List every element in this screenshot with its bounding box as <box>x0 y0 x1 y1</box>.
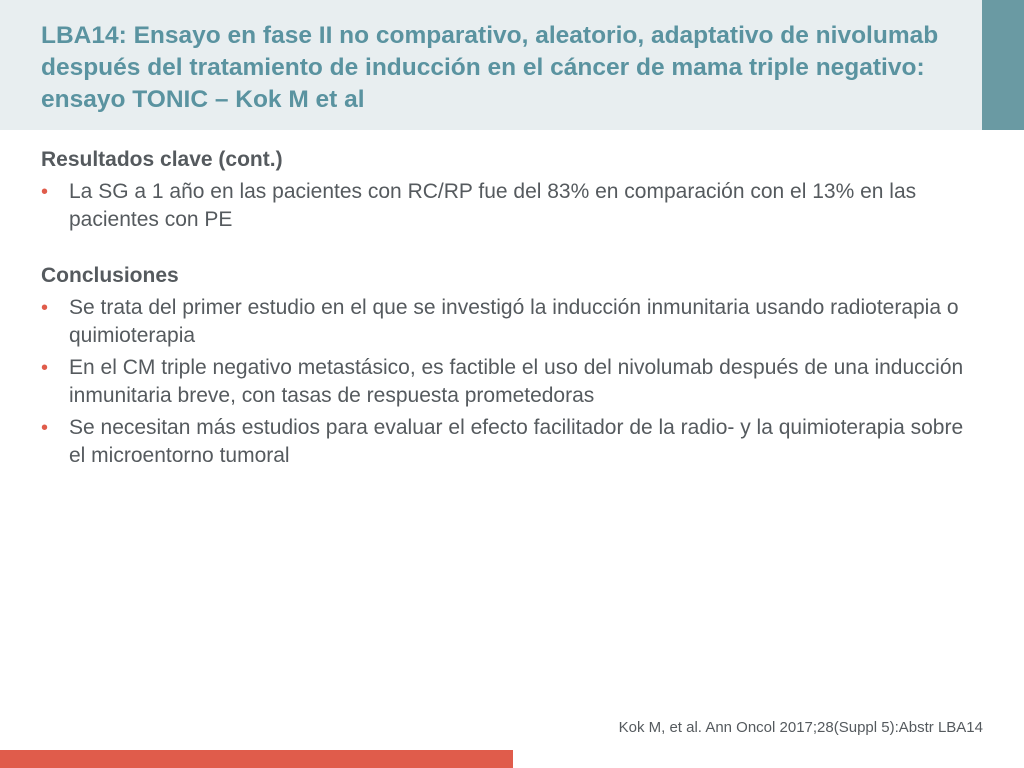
title-accent-bar <box>982 0 1024 130</box>
bullet-item <box>41 414 976 470</box>
citation: Kok M, et al. Ann Oncol 2017;28(Suppl 5):Abstr LBA14 <box>618 719 983 736</box>
bullet-list <box>41 178 976 234</box>
bullet-item <box>41 354 976 410</box>
section-conclusions <box>41 262 976 470</box>
bottom-accent-bar <box>0 750 513 768</box>
bullet-item <box>41 294 976 350</box>
bullet-text: En el CM triple negativo metastásico, es factible el uso del nivolumab después de una inducción inmunitaria breve, con tasas de respuesta prometedoras <box>69 356 964 407</box>
bullet-list <box>41 294 976 470</box>
bullet-marker: • <box>41 417 49 439</box>
bullet-marker: • <box>41 297 49 319</box>
bullet-item <box>41 178 976 234</box>
bullet-text: Se trata del primer estudio en el que se investigó la inducción inmunitaria usando radioterapia o quimioterapia <box>69 296 959 347</box>
section-heading: Conclusiones <box>41 264 179 287</box>
bullet-text: Se necesitan más estudios para evaluar el efecto facilitador de la radio- y la quimioterapia sobre el microentorno tumoral <box>69 416 964 467</box>
slide-title: LBA14: Ensayo en fase II no comparativo, aleatorio, adaptativo de nivolumab después del tratamiento de inducción en el cáncer de mama triple negativo: ensayo TONIC – Kok M et al <box>41 22 939 113</box>
section-key-results <box>41 146 976 234</box>
section-heading: Resultados clave (cont.) <box>41 148 283 171</box>
bullet-marker: • <box>41 181 49 203</box>
bullet-marker: • <box>41 357 49 379</box>
bullet-text: La SG a 1 año en las pacientes con RC/RP fue del 83% en comparación con el 13% en las pacientes con PE <box>69 180 917 231</box>
slide-content <box>41 146 976 498</box>
